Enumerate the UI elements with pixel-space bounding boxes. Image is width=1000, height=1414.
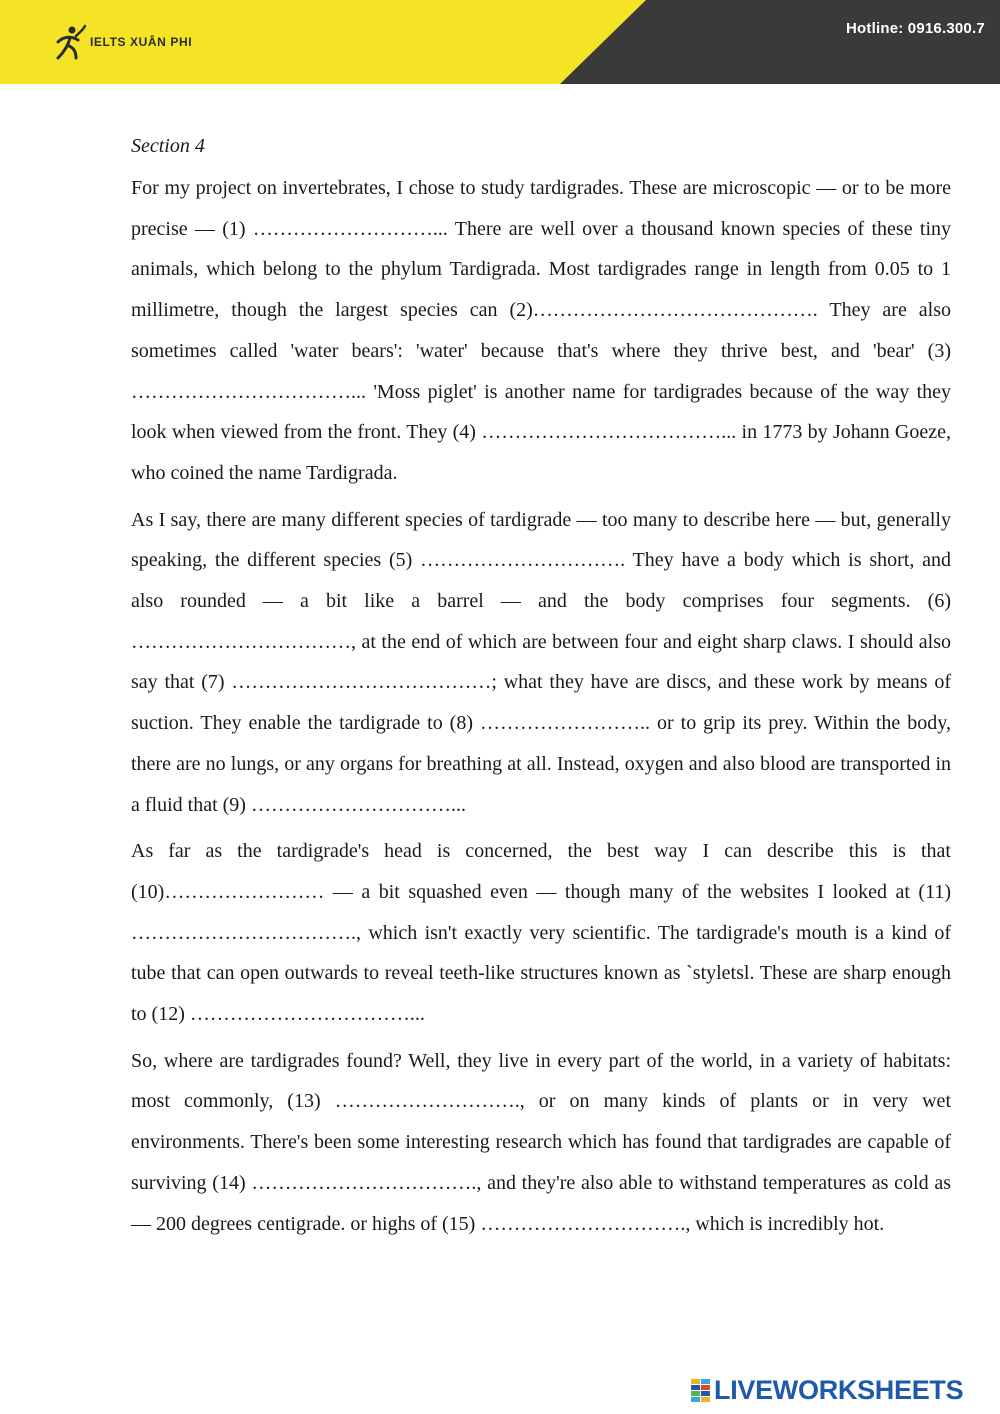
paragraph-3: As far as the tardigrade's head is concerned, the best way I can describe this is that (10)…………………… — a bit squashed even — though many of the websites I looked at (11) ……………………………., which isn't exactly very scientific. The tardigrade's mouth is a kind of tube that can open outwards to reveal teeth-like structures known as `styletsl. These are sharp enough to (12) ……………………………...	[131, 840, 951, 1026]
brand-name: IELTS XUÂN PHI	[90, 35, 193, 49]
brand-logo	[50, 22, 192, 62]
paragraph-1: For my project on invertebrates, I chose to study tardigrades. These are microscopic — or to be more precise — (1) ………………………... There are well over a thousand known species of these tiny animals, which belong to the phylum Tardigrada. Most tardigrades range in length from 0.05 to 1 millimetre, though the largest species can (2)……………………………………. They are also sometimes called 'water bears': 'water' because that's where they thrive best, and 'bear' (3) ……………………………... 'Moss piglet' is another name for tardigrades because of the way they look when viewed from the front. They (4) ………………………………... in 1773 by Johann Goeze, who coined the name Tardigrada.	[131, 177, 951, 484]
header-dark-band	[560, 0, 1000, 84]
section-title: Section 4	[131, 135, 205, 157]
paragraph-2: As I say, there are many different species of tardigrade — too many to describe here — but, generally speaking, the different species (5) …………………………. They have a body which is short, and also rounded — a bit like a barrel — and the body comprises four segments. (6) ……………………………, at the end of which are between four and eight sharp claws. I should also say that (7) …………………………………; what they have are discs, and these work by means of suction. They enable the tardigrade to (8) …………………….. or to grip its prey. Within the body, there are no lungs, or any organs for breathing at all. Instead, oxygen and also blood are transported in a fluid that (9) …………………………...	[131, 508, 951, 816]
watermark-text: LIVEWORKSHEETS	[714, 1374, 964, 1405]
paragraph-4: So, where are tardigrades found? Well, they live in every part of the world, in a variety of habitats: most commonly, (13) ………………………., or on many kinds of plants or in very wet environments. There's been some interesting research which has found that tardigrades are capable of surviving (14) ……………………………., and they're also able to withstand temperatures as cold as — 200 degrees centigrade. or highs of (15) …………………………., which is incredibly hot.	[131, 1049, 951, 1235]
hotline-text: Hotline: 0916.300.7	[846, 20, 985, 37]
liveworksheets-watermark	[690, 1374, 963, 1406]
document-body	[131, 126, 951, 1250]
page-header	[0, 0, 1000, 84]
brand-figure-icon	[50, 22, 90, 62]
liveworksheets-logo-icon	[690, 1377, 712, 1403]
